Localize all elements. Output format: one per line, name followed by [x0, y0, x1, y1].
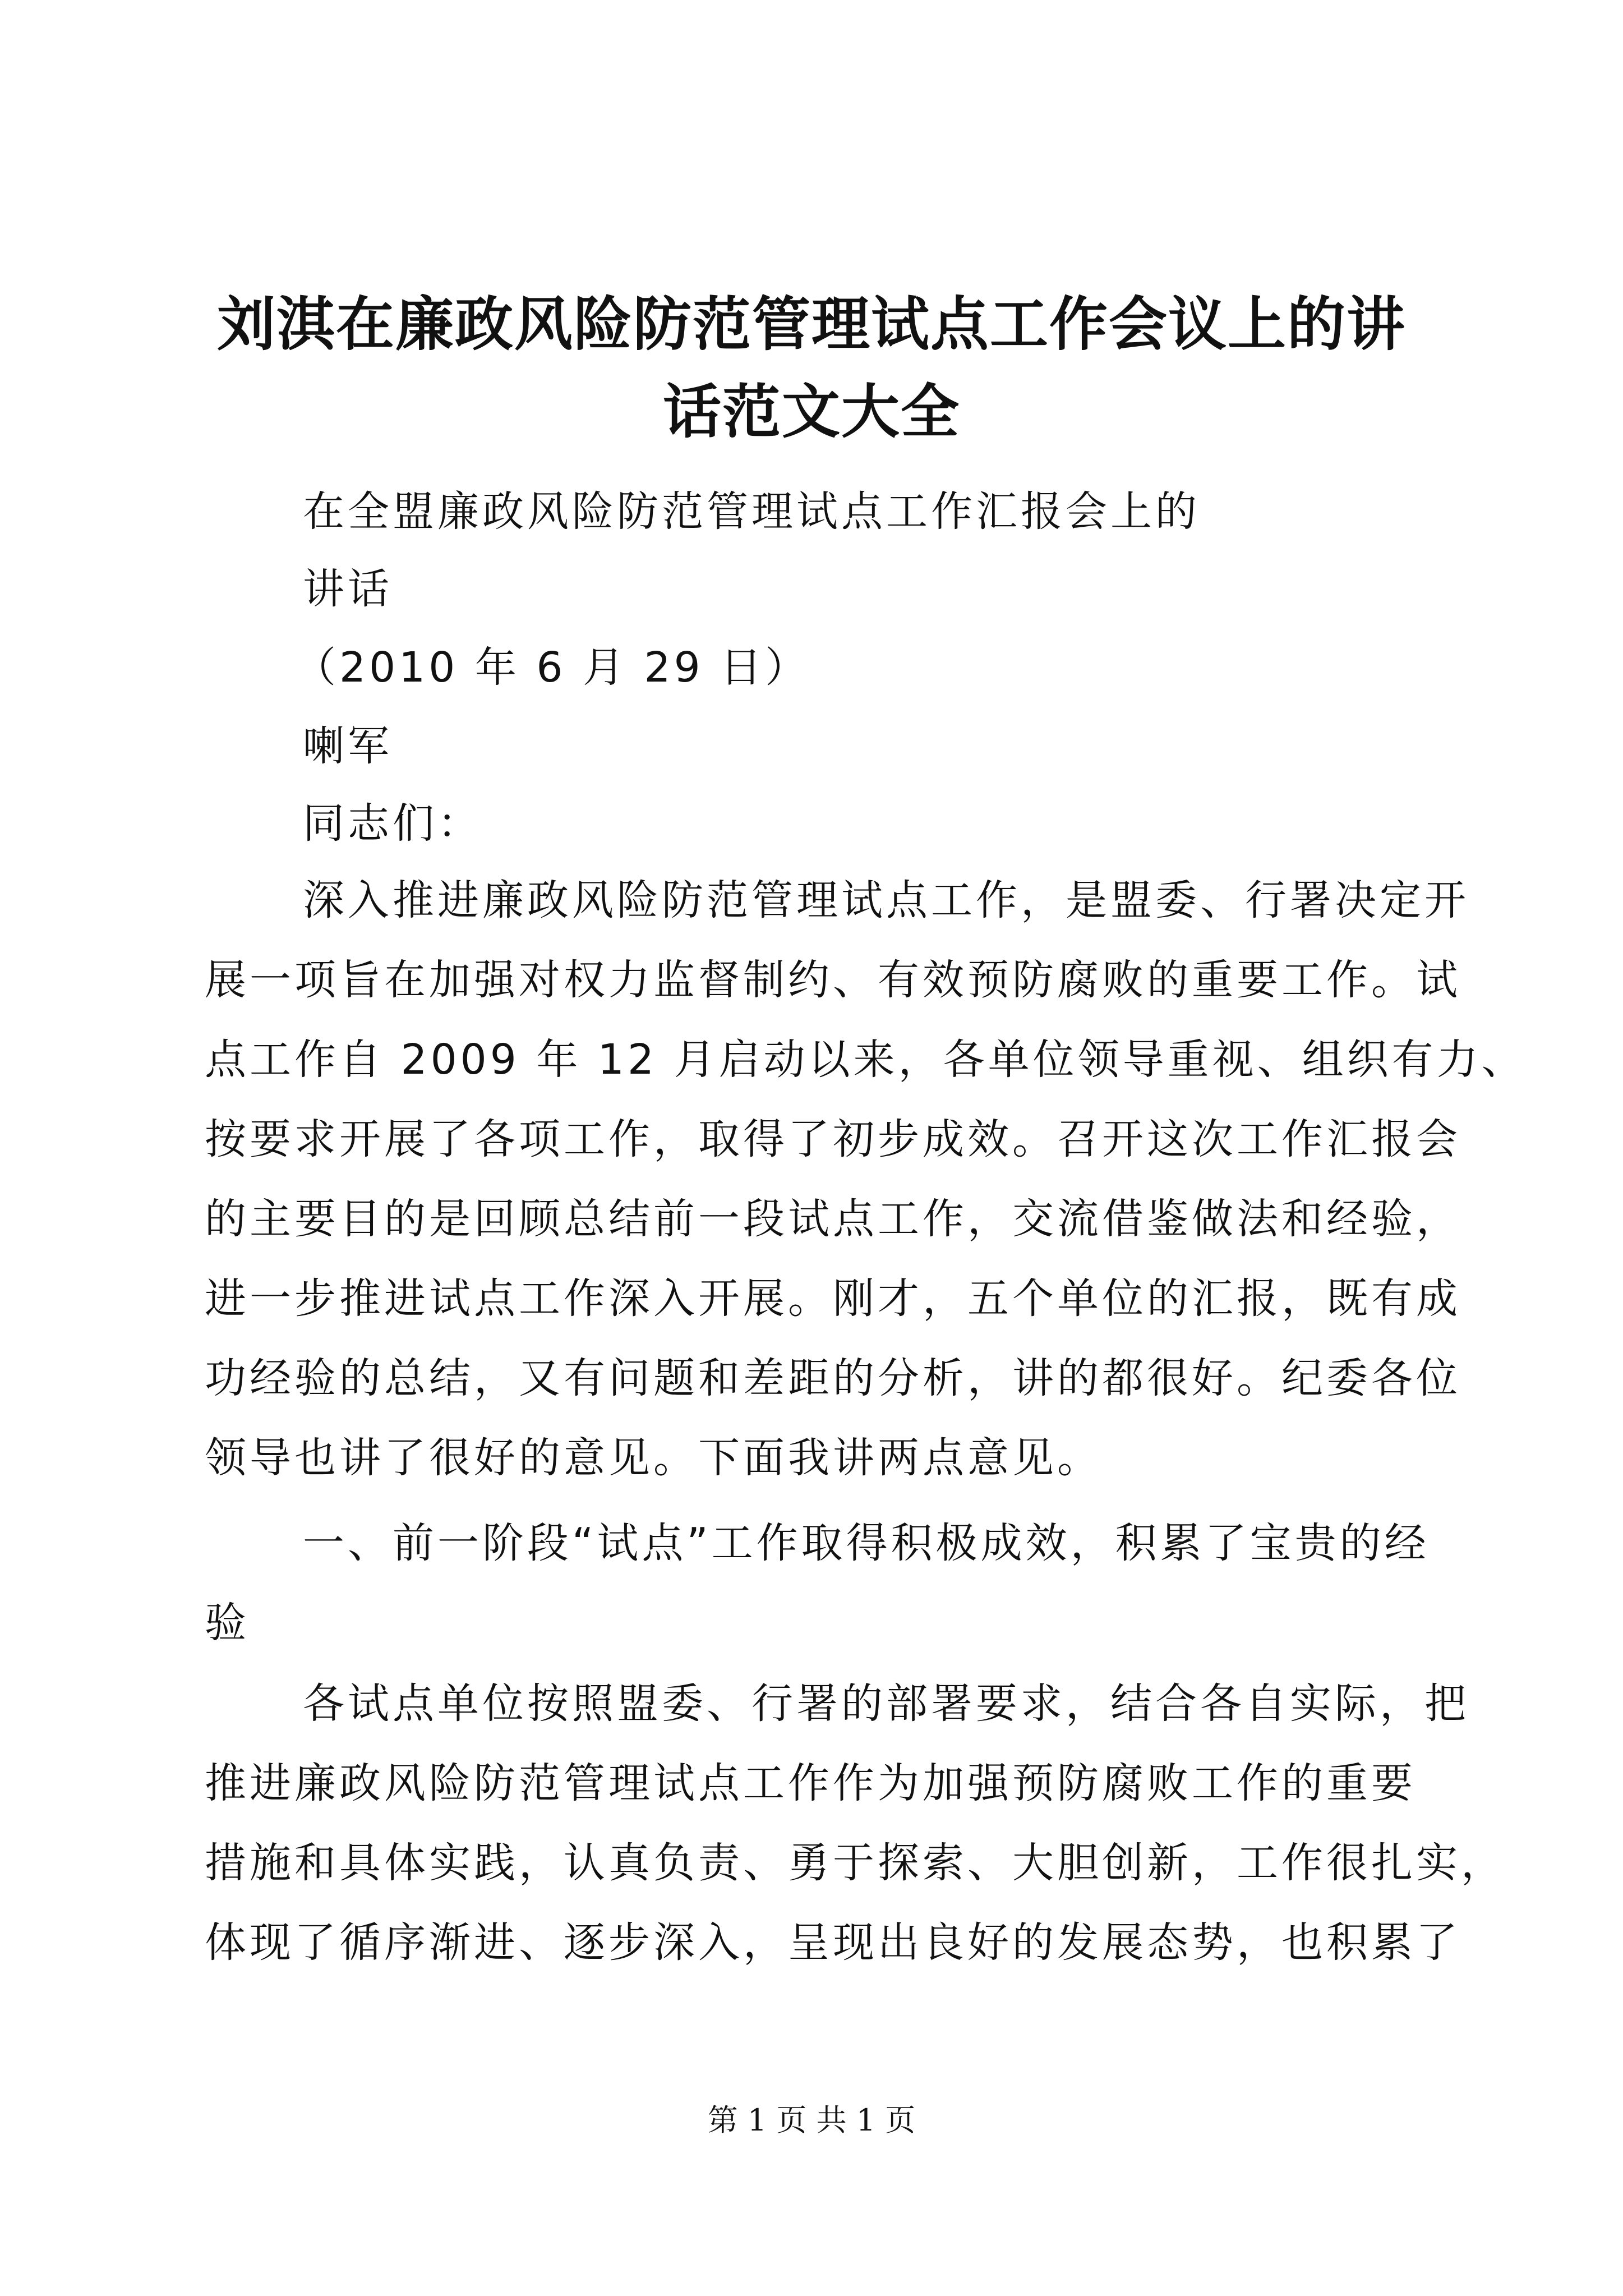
paragraph-line: 的主要目的是回顾总结前一段试点工作，交流借鉴做法和经验，: [205, 1195, 1461, 1243]
speech-date: （2010 年 6 月 29 日）: [294, 643, 810, 692]
paragraph-line: 功经验的总结，又有问题和差距的分析，讲的都很好。纪委各位: [205, 1354, 1461, 1402]
paragraph-line: 体现了循序渐进、逐步深入，呈现出良好的发展态势，也积累了: [205, 1918, 1461, 1967]
paragraph-line: 点工作自 2009 年 12 月启动以来，各单位领导重视、组织有力、: [205, 1036, 1527, 1084]
section-heading: [205, 1503, 1430, 1663]
speech-subtitle: 在全盟廉政风险防范管理试点工作汇报会上的: [303, 487, 1200, 536]
paragraph-line: 展一项旨在加强对权力监督制约、有效预防腐败的重要工作。试: [205, 956, 1461, 1004]
paragraph-line: 按要求开展了各项工作，取得了初步成效。召开这次工作汇报会: [205, 1115, 1461, 1163]
title-line: 话范文大全: [662, 377, 960, 446]
title-line: 刘淇在廉政风险防范管理试点工作会议上的讲: [216, 289, 1406, 358]
document-title: [191, 280, 1432, 455]
paragraph-line: 领导也讲了很好的意见。下面我讲两点意见。: [205, 1434, 1102, 1482]
heading-line: 一、前一阶段“试点”工作取得积极成效，积累了宝贵的经: [303, 1519, 1430, 1567]
heading-line: 验: [205, 1599, 250, 1647]
paragraph-line: 各试点单位按照盟委、行署的部署要求，结合各自实际，把: [303, 1680, 1469, 1728]
paragraph-line: 措施和具体实践，认真负责、勇于探索、大胆创新，工作很扎实，: [205, 1839, 1506, 1887]
speaker-name: 喇军: [303, 722, 393, 770]
salutation: 同志们：: [303, 799, 482, 848]
body-paragraph: [205, 861, 1527, 1498]
page-number-footer: 第 1 页 共 1 页: [707, 2102, 916, 2138]
body-paragraph: [205, 1664, 1506, 1982]
paragraph-line: 深入推进廉政风险防范管理试点工作，是盟委、行署决定开: [303, 876, 1469, 924]
speech-subtitle-continued: 讲话: [303, 565, 393, 613]
paragraph-line: 进一步推进试点工作深入开展。刚才，五个单位的汇报，既有成: [205, 1274, 1461, 1323]
paragraph-line: 推进廉政风险防范管理试点工作作为加强预防腐败工作的重要: [205, 1759, 1416, 1807]
